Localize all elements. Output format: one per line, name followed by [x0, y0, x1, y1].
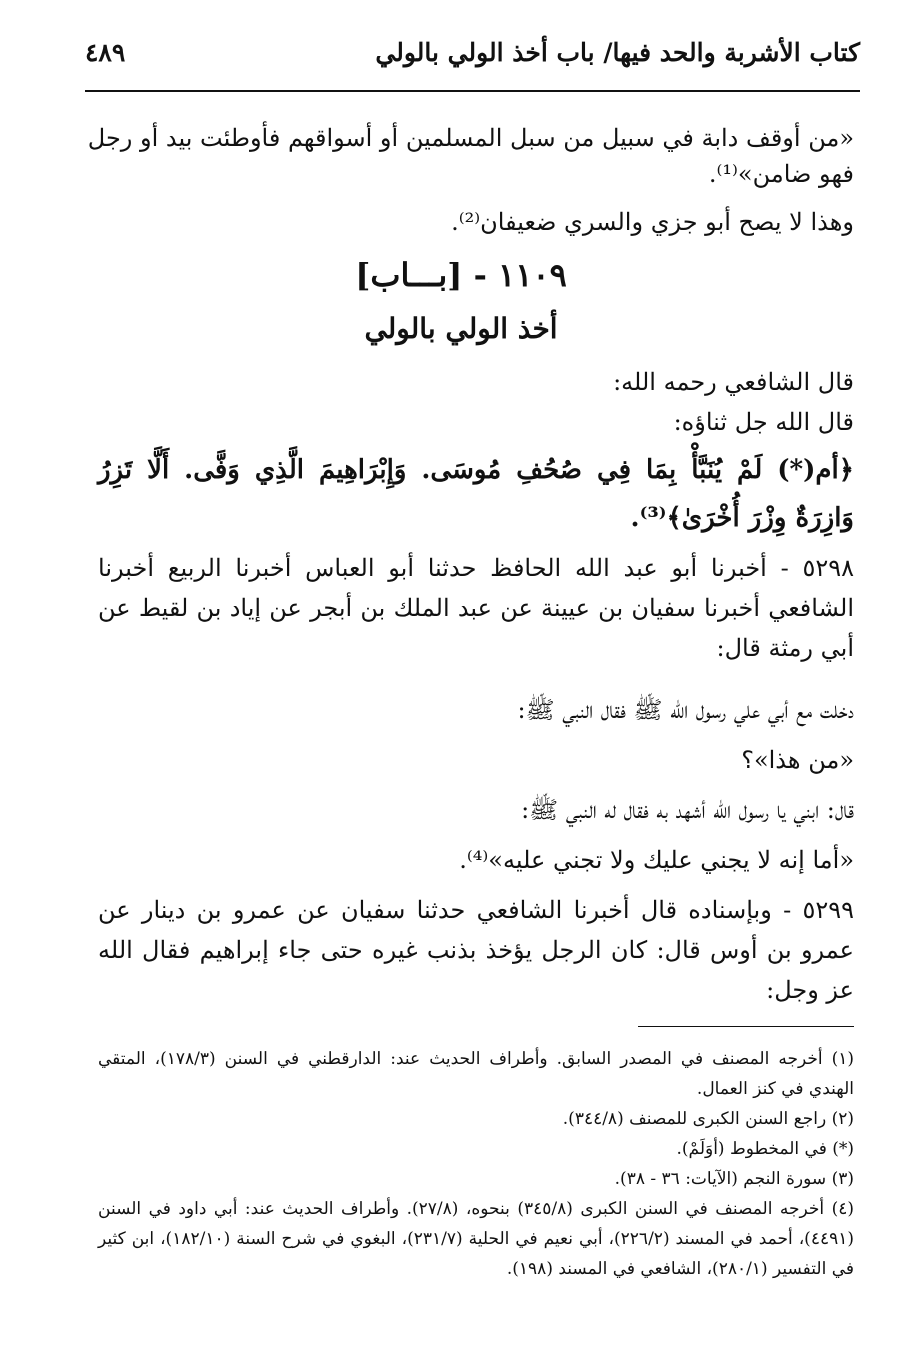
- grading-comment: وهذا لا يصح أبو جزي والسري ضعيفان⁽²⁾.: [451, 208, 854, 236]
- running-header-title: كتاب الأشربة والحد فيها/ باب أخذ الولي بالولي: [375, 38, 860, 67]
- hadith-text-line-1: «من أوقف دابة في سبيل من سبل المسلمين أو أسواقهم فأوطئت بيد أو رجل: [87, 124, 854, 152]
- header-divider: [85, 90, 860, 92]
- footnote-text: راجع السنن الكبرى للمصنف (٣٤٤/٨).: [562, 1109, 827, 1129]
- allah-said: قال الله جل ثناؤه:: [673, 408, 854, 436]
- hadith-5299: ٥٢٩٩ - وبإسناده قال أخبرنا الشافعي حدثنا سفيان عن عمرو بن دينار عن عمرو بن أوس قال: كان الرجل يؤخذ بذنب غيره حتى جاء إبراهيم فقال الله عز وجل:: [98, 896, 854, 1004]
- footnote-divider: [638, 1026, 854, 1027]
- footnote-label: (٤): [831, 1199, 854, 1219]
- quran-verse: ﴿أم(*) لَمْ يُنَبَّأْ بِمَا فِي صُحُفِ مُوسَى. وَإِبْرَاهِيمَ الَّذِي وَفَّى. أَلَّا تَزِرُ وَازِرَةٌ وِزْرَ أُخْرَىٰ﴾⁽³⁾.: [98, 455, 854, 533]
- footnote-text: في المخطوط (أوَلَمْ).: [676, 1139, 827, 1159]
- dialogue-line-4: «أما إنه لا يجني عليك ولا تجني عليه»⁽⁴⁾.: [459, 846, 854, 874]
- footnote-3: [98, 1164, 854, 1194]
- footnote-label: (٣): [831, 1169, 854, 1189]
- footnote-label: (*): [832, 1139, 854, 1159]
- hadith-text-line-2: فهو ضامن»⁽¹⁾.: [708, 160, 854, 188]
- footnote-star: [98, 1134, 854, 1164]
- footnote-2: [98, 1104, 854, 1134]
- chapter-number: ١١٠٩ - [بـــاب]: [355, 256, 567, 294]
- footnote-text: سورة النجم (الآيات: ٣٦ - ٣٨).: [614, 1169, 827, 1189]
- dialogue-line-2: «من هذا»؟: [741, 746, 854, 774]
- footnote-4: [98, 1194, 854, 1284]
- footnote-label: (٢): [831, 1109, 854, 1129]
- shafii-said: قال الشافعي رحمه الله:: [613, 368, 854, 396]
- hadith-5298: ٥٢٩٨ - أخبرنا أبو عبد الله الحافظ حدثنا أبو العباس أخبرنا الربيع أخبرنا الشافعي أخبرنا سفيان بن عيينة عن عبد الملك بن أبجر عن إياد بن لقيط عن أبي رمثة قال:: [98, 554, 854, 662]
- footnote-text: أخرجه المصنف في المصدر السابق. وأطراف الحديث عند: الدارقطني في السنن (١٧٨/٣)، المتقي الهندي في كنز العمال.: [98, 1049, 854, 1099]
- footnote-1: [98, 1044, 854, 1104]
- dialogue-line-1: دخلت مع أبي علي رسول الله ﷺ فقال النبي ﷺ:: [517, 696, 854, 724]
- chapter-title: أخذ الولي بالولي: [364, 312, 558, 345]
- footnote-text: أخرجه المصنف في السنن الكبرى (٣٤٥/٨) بنحوه، (٢٧/٨). وأطراف الحديث عند: أبي داود في السنن (٤٤٩١)، أحمد في المسند (٢٢٦/٢)، أبي نعيم في الحلية (٢٣١/٧)، البغوي في شرح السنة (١٨٢/١٠)، ابن كثير في التفسير (٢٨٠/١)، الشافعي في المسند (١٩٨).: [98, 1199, 854, 1279]
- page-number: ٤٨٩: [85, 38, 126, 67]
- footnote-label: (١): [831, 1049, 855, 1069]
- dialogue-line-3: قال: ابني يا رسول الله أشهد به فقال له النبي ﷺ:: [521, 796, 854, 824]
